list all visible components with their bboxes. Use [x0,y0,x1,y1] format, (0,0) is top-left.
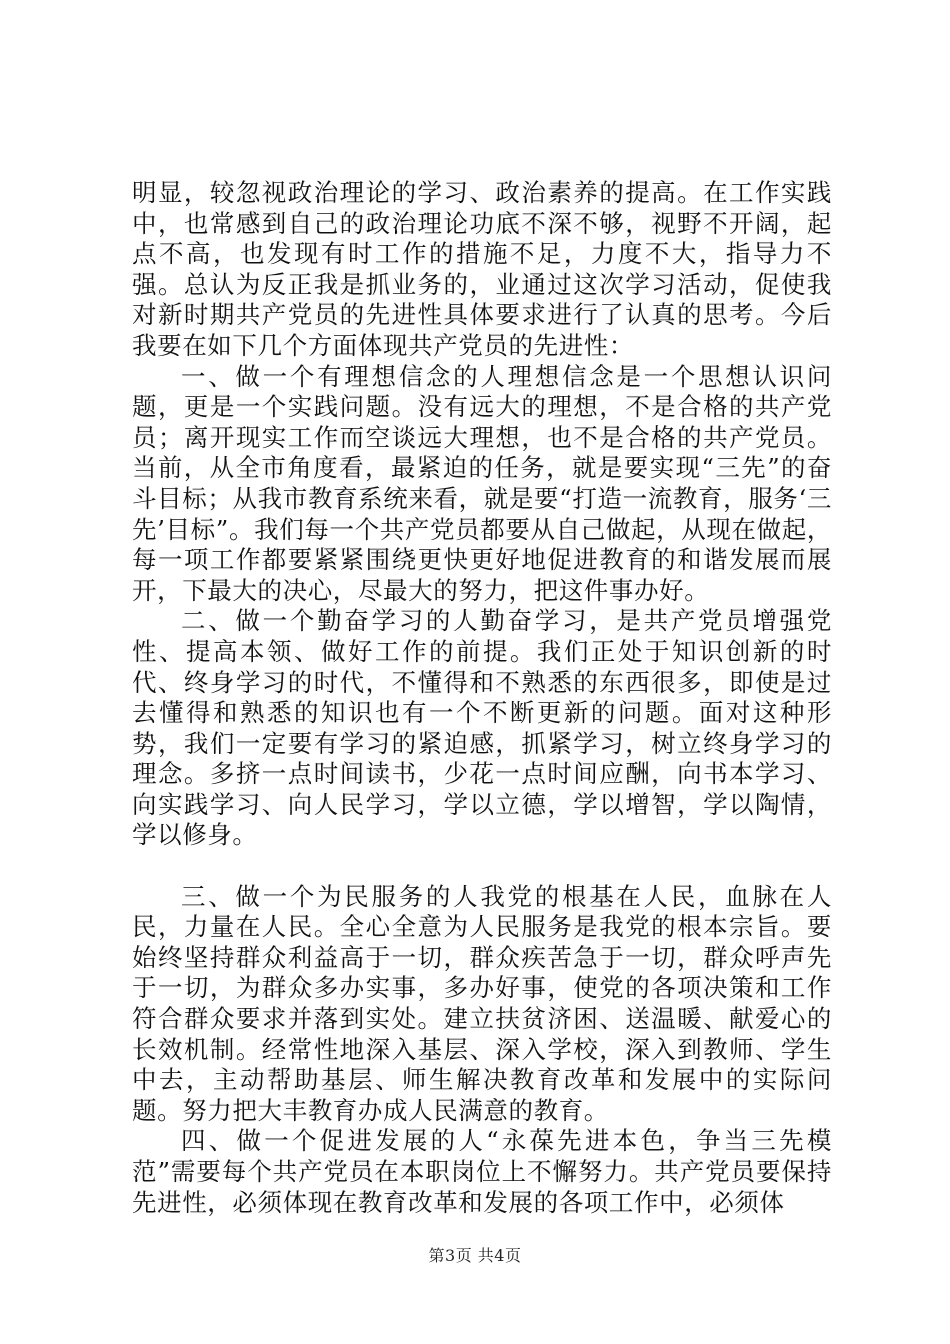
document-body [132,178,832,1218]
paragraph-intro: 明显，较忽视政治理论的学习、政治素养的提高。在工作实践中，也常感到自己的政治理论功底不深不够，视野不开阔，起点不高，也发现有时工作的措施不足，力度不大，指导力不强。总认为反正我是抓业务的，业通过这次学习活动，促使我对新时期共产党员的先进性具体要求进行了认真的思考。今后我要在如下几个方面体现共产党员的先进性： [132,178,832,360]
paragraph-study: 二、做一个勤奋学习的人勤奋学习，是共产党员增强党性、提高本领、做好工作的前提。我们正处于知识创新的时代、终身学习的时代，不懂得和不熟悉的东西很多，即使是过去懂得和熟悉的知识也有一个不断更新的问题。面对这种形势，我们一定要有学习的紧迫感，抓紧学习，树立终身学习的理念。多挤一点时间读书，少花一点时间应酬，向书本学习、向实践学习、向人民学习，学以立德，学以增智，学以陶情，学以修身。 [132,606,832,850]
paragraph-service: 三、做一个为民服务的人我党的根基在人民，血脉在人民，力量在人民。全心全意为人民服务是我党的根本宗旨。要始终坚持群众利益高于一切，群众疾苦急于一切，群众呼声先于一切，为群众多办实事，多办好事，使党的各项决策和工作符合群众要求并落到实处。建立扶贫济困、送温暖、献爱心的长效机制。经常性地深入基层、深入学校，深入到教师、学生中去，主动帮助基层、师生解决教育改革和发展中的实际问题。努力把大丰教育办成人民满意的教育。 [132,881,832,1125]
paragraph-development: 四、做一个促进发展的人“永葆先进本色，争当三先模范”需要每个共产党员在本职岗位上不懈努力。共产党员要保持先进性，必须体现在教育改革和发展的各项工作中，必须体 [132,1126,832,1217]
paragraph-ideals: 一、做一个有理想信念的人理想信念是一个思想认识问题，更是一个实践问题。没有远大的理想，不是合格的共产党员；离开现实工作而空谈远大理想，也不是合格的共产党员。当前，从全市角度看，最紧迫的任务，就是要实现“三先”的奋斗目标；从我市教育系统来看，就是要“打造一流教育，服务‘三先’目标”。我们每一个共产党员都要从自己做起，从现在做起，每一项工作都要紧紧围绕更快更好地促进教育的和谐发展而展开，下最大的决心，尽最大的努力，把这件事办好。 [132,361,832,605]
page-number-footer: 第3页 共4页 [428,1246,522,1265]
paragraph-gap [132,851,832,882]
